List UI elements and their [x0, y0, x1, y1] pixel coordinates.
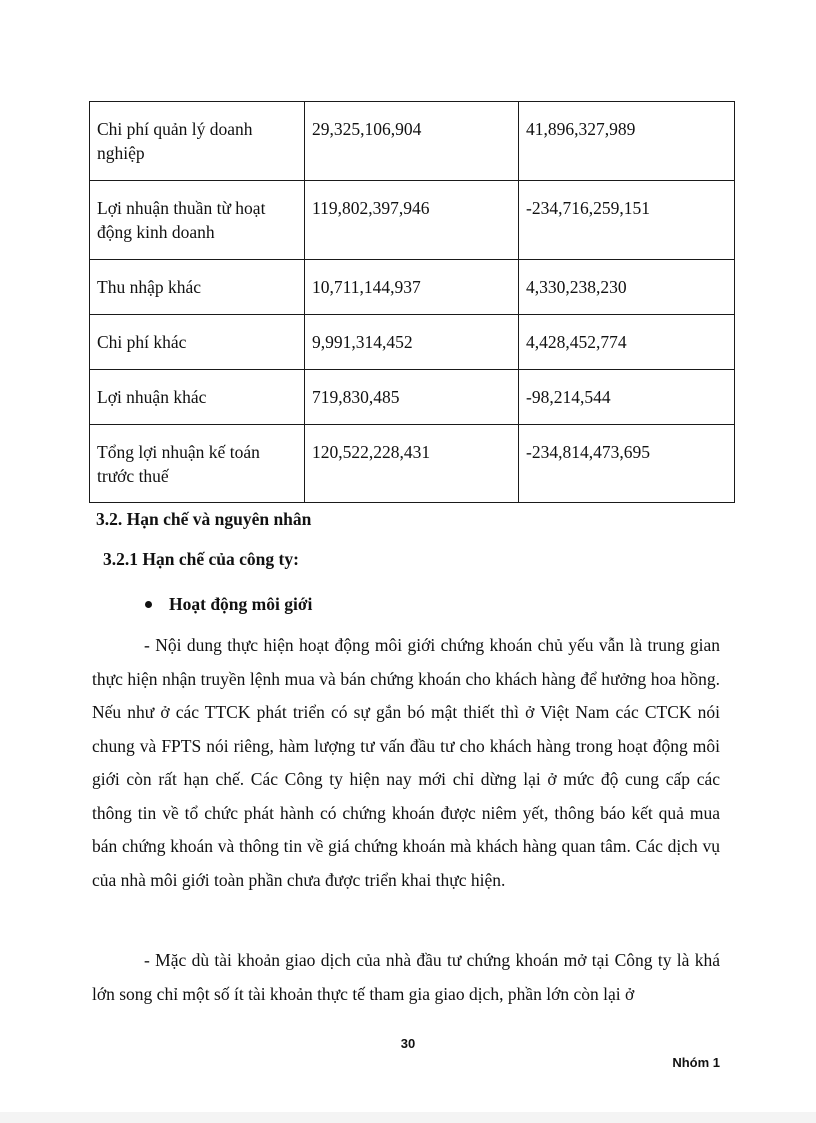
row-value-1: 9,991,314,452 [305, 315, 519, 370]
group-label: Nhóm 1 [672, 1055, 720, 1070]
row-value-2: -234,814,473,695 [519, 425, 735, 503]
page-bottom-edge [0, 1112, 816, 1123]
paragraph-accounts [92, 944, 720, 1011]
row-value-2: 4,428,452,774 [519, 315, 735, 370]
section-heading: 3.2. Hạn chế và nguyên nhân [96, 509, 312, 529]
table-row [90, 425, 735, 503]
row-value-2: -234,716,259,151 [519, 181, 735, 260]
table-row [90, 315, 735, 370]
subsection-heading: 3.2.1 Hạn chế của công ty: [103, 549, 299, 569]
row-value-1: 719,830,485 [305, 370, 519, 425]
paragraph-text: - Mặc dù tài khoản giao dịch của nhà đầu tư chứng khoán mở tại Công ty là khá lớn song chỉ một số ít tài khoản thực tế tham gia giao dịch, phần lớn còn lại ở [92, 950, 720, 1004]
table-row [90, 260, 735, 315]
row-label: Chi phí quản lý doanh nghiệp [90, 102, 305, 181]
financial-table [89, 101, 735, 503]
row-value-1: 10,711,144,937 [305, 260, 519, 315]
table-row [90, 102, 735, 181]
row-label: Lợi nhuận thuần từ hoạt động kinh doanh [90, 181, 305, 260]
row-value-1: 120,522,228,431 [305, 425, 519, 503]
row-value-1: 29,325,106,904 [305, 102, 519, 181]
row-label: Thu nhập khác [90, 260, 305, 315]
paragraph-brokerage [92, 629, 720, 897]
bullet-icon [145, 601, 152, 608]
bullet-heading-row [145, 592, 312, 616]
row-label: Tổng lợi nhuận kế toán trước thuế [90, 425, 305, 503]
row-value-2: -98,214,544 [519, 370, 735, 425]
page-number: 30 [400, 1036, 416, 1051]
paragraph-text: - Nội dung thực hiện hoạt động môi giới chứng khoán chủ yếu vẫn là trung gian thực hiện nhận truyền lệnh mua và bán chứng khoán cho khách hàng để hưởng hoa hồng. Nếu như ở các TTCK phát triển có sự gắn bó mật thiết thì ở Việt Nam các CTCK nói chung và FPTS nói riêng, hàm lượng tư vấn đầu tư cho khách hàng trong hoạt động môi giới còn rất hạn chế. Các Công ty hiện nay mới chỉ dừng lại ở mức độ cung cấp các thông tin về tổ chức phát hành có chứng khoán được niêm yết, thông báo kết quả mua bán chứng khoán và thông tin về giá chứng khoán mà khách hàng quan tâm. Các dịch vụ của nhà môi giới toàn phần chưa được triển khai thực hiện. [92, 635, 720, 890]
table-row [90, 370, 735, 425]
row-label: Lợi nhuận khác [90, 370, 305, 425]
bullet-heading: Hoạt động môi giới [169, 594, 313, 614]
row-label: Chi phí khác [90, 315, 305, 370]
row-value-2: 4,330,238,230 [519, 260, 735, 315]
row-value-1: 119,802,397,946 [305, 181, 519, 260]
table-row [90, 181, 735, 260]
row-value-2: 41,896,327,989 [519, 102, 735, 181]
